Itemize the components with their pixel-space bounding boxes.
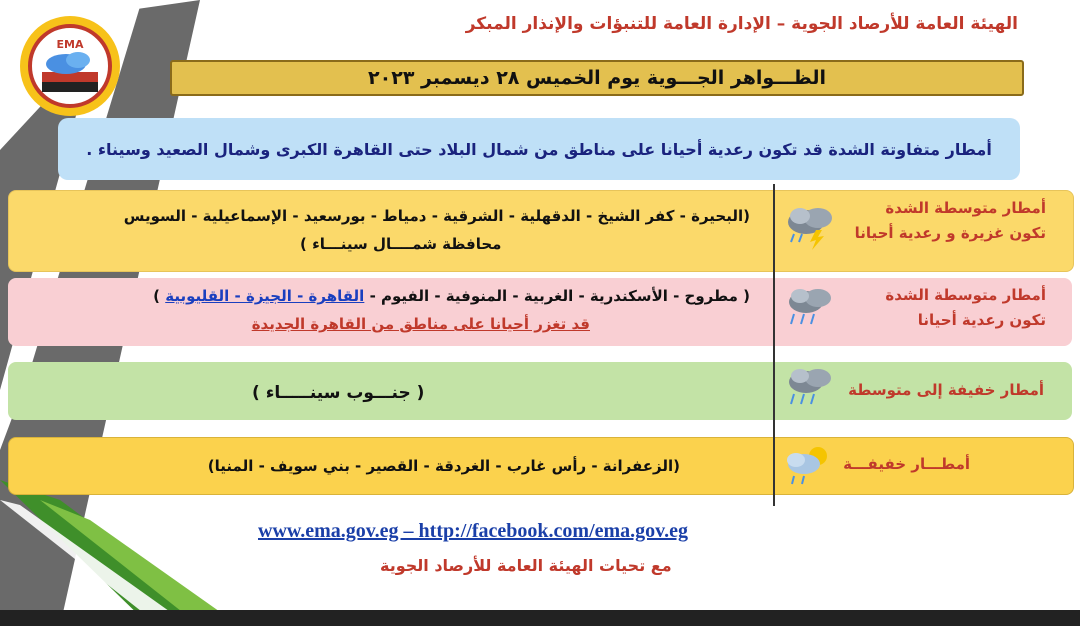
row-2-areas-line-2: قد تغزر أحيانا على مناطق من القاهرة الجديدة: [251, 315, 590, 333]
logo-text: EMA: [56, 38, 84, 51]
date-label: الظـــواهر الجـــوية يوم الخميس ٢٨ ديسمبر ٢٠٢٣: [368, 67, 826, 89]
row-3-category-line-1: أمطار خفيفة إلى متوسطة: [848, 381, 1044, 399]
row-1-category-line-1: أمطار متوسطة الشدة: [885, 199, 1046, 217]
row-2-areas-close: ): [153, 287, 166, 305]
date-bar: [170, 60, 1024, 96]
column-divider: [773, 184, 775, 506]
thunderstorm-icon: [780, 200, 840, 250]
row-2-category-line-2: تكون رعدية أحيانا: [917, 310, 1046, 329]
row-4-areas: (الزعفرانة - رأس غارب - الغردقة - القصير - بني سويف - المنيا): [207, 457, 680, 475]
page-header-title: الهيئة العامة للأرصاد الجوية – الإدارة العامة للتنبؤات والإنذار المبكر: [465, 14, 1018, 34]
row-3-areas: ( جنـــوب سينـــــاء ): [252, 383, 425, 403]
row-2-areas-highlight: القاهرة - الجيزة - القليوبية: [165, 287, 365, 305]
row-2-category-line-1: أمطار متوسطة الشدة: [885, 286, 1046, 304]
row-3-category: [848, 378, 1044, 403]
ema-logo: [18, 14, 122, 118]
row-1-category: [855, 196, 1046, 246]
row-2-areas: [153, 284, 750, 308]
footer-greeting: مع تحيات الهيئة العامة للأرصاد الجوية: [380, 556, 672, 575]
row-1-areas-line-1: (البحيرة - كفر الشيخ - الدقهلية - الشرقية - دمياط - بورسعيد - الإسماعيلية - السويس: [123, 207, 750, 225]
footer-links[interactable]: www.ema.gov.eg – http://facebook.com/ema.gov.eg: [258, 520, 688, 542]
row-1-areas-line-2: محافظة شمــــال سينـــاء ): [300, 235, 502, 253]
row-4-category-line-1: أمطـــار خفيفـــة: [843, 455, 970, 473]
row-4-category: [843, 452, 970, 477]
row-2-category: [885, 283, 1046, 333]
row-1-areas: [124, 204, 750, 228]
sun-rain-cloud-icon: [780, 442, 836, 490]
summary-text: أمطار متفاوتة الشدة قد تكون رعدية أحيانا على مناطق من شمال البلاد حتى القاهرة الكبرى وشمال الصعيد وسيناء .: [86, 139, 992, 159]
rain-cloud-icon: [782, 282, 838, 330]
row-1-category-line-2: تكون غزيرة و رعدية أحيانا: [854, 223, 1046, 242]
summary-banner: [58, 118, 1020, 180]
row-2-areas-plain: ( مطروح - الأسكندرية - الغربية - المنوفية - الفيوم -: [364, 287, 750, 305]
rain-cloud-icon: [782, 362, 838, 410]
